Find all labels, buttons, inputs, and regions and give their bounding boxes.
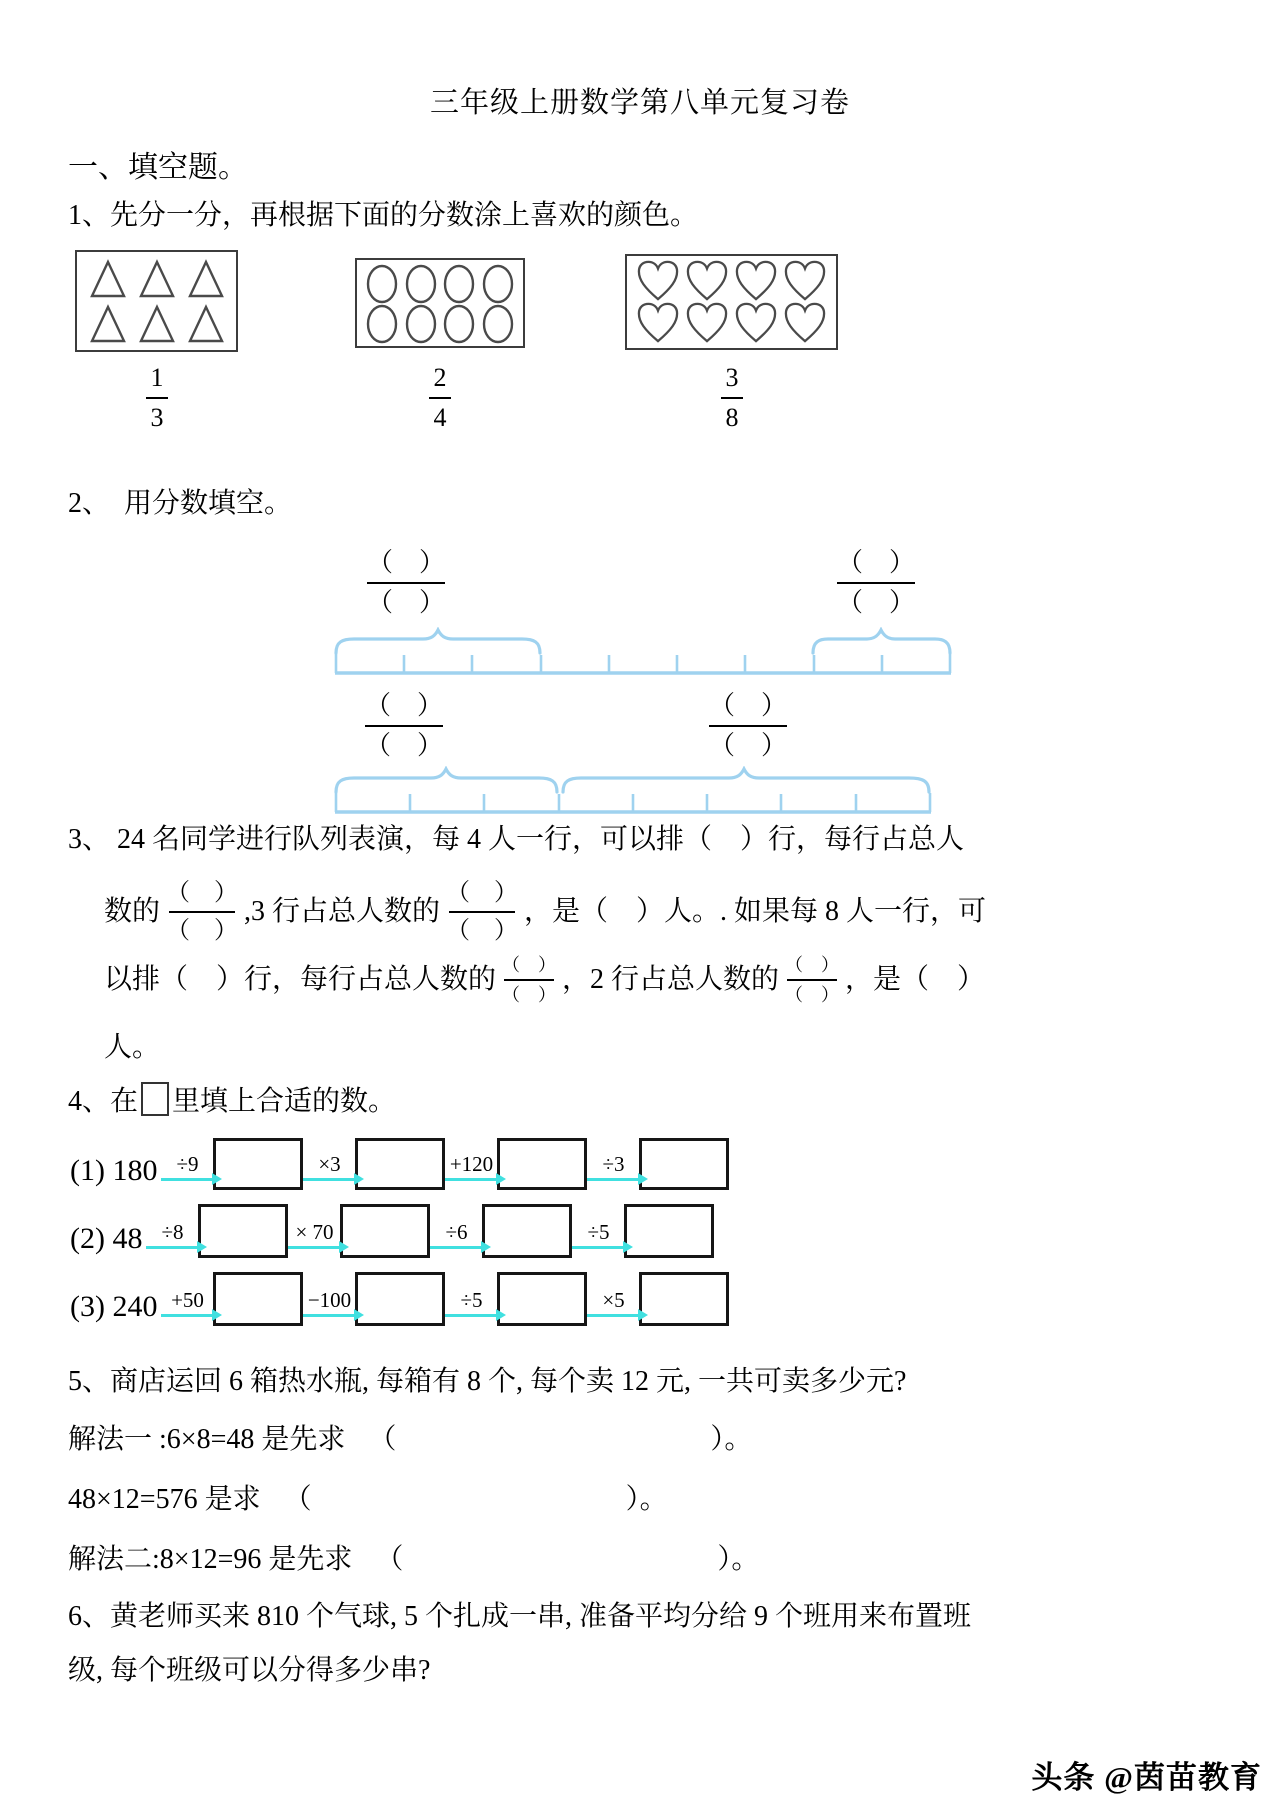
answer-box[interactable] [213,1138,303,1190]
answer-box[interactable] [639,1272,729,1326]
denominator-blank[interactable]: （ ） [364,731,443,760]
solution-text: 解法二:8×12=96 是先求 [68,1544,353,1575]
fraction-blank[interactable] [361,688,447,764]
operator-label: +120 [449,1152,494,1176]
answer-box[interactable] [355,1272,445,1326]
heart-icon [685,302,729,344]
arrow-right-icon [161,1314,213,1317]
shape-box-triangles [75,250,238,352]
denominator-blank[interactable]: （ ） [836,588,915,617]
numerator-blank[interactable]: （ ） [166,880,239,906]
arrow-right-icon [146,1246,198,1249]
triangle-icon [187,304,225,344]
fraction-bar [721,397,743,399]
q5-step2-line [68,1482,668,1518]
fraction-blank[interactable] [363,545,449,621]
flow-step [445,1153,497,1190]
answer-box[interactable] [639,1138,729,1190]
flow-step [161,1289,213,1326]
denominator-blank[interactable]: （ ） [366,588,445,617]
arrow-right-icon [587,1314,639,1317]
triangle-icon [89,304,127,344]
circle-icon [404,264,438,304]
numerator-blank[interactable]: （ ） [502,955,557,975]
denominator-blank[interactable]: （ ） [446,918,519,944]
flow-step [146,1221,198,1258]
fraction-bar [146,397,168,399]
q3-line1: 3、 24 名同学进行队列表演，每 4 人一行，可以排（ ）行，每行占总人 [68,824,965,855]
heart-icon [734,260,778,302]
arrow-right-icon [572,1246,624,1249]
operator-label: +50 [171,1288,204,1312]
answer-box[interactable] [355,1138,445,1190]
q4-prompt-text: 里填上合适的数。 [172,1086,397,1117]
q3-line3-text: 以排（ ）行，每行占总人数的 [104,964,497,995]
numerator-blank[interactable]: （ ） [366,548,445,577]
fraction-denominator: 3 [150,403,164,432]
shape-box-hearts [625,254,838,350]
triangle-icon [89,259,127,299]
answer-box[interactable] [340,1204,430,1258]
numerator-blank[interactable]: （ ） [446,880,519,906]
denominator-blank[interactable]: （ ） [708,731,787,760]
numerator-blank[interactable]: （ ） [364,691,443,720]
answer-box[interactable] [624,1204,714,1258]
open-paren: （ [375,1544,404,1575]
page-title: 三年级上册数学第八单元复习卷 [429,87,850,119]
q3-line2-text: ,3 行占总人数的 [244,896,441,927]
q3-line2-text: 数的 [104,896,161,927]
fraction-label [135,362,179,434]
number-line-ruler [333,627,953,677]
q3-line4: 人。 [104,1032,161,1063]
q4-prompt [68,1082,396,1120]
brace-left [336,769,557,792]
fraction-numerator: 1 [150,363,164,392]
flow-row-2 [70,1204,714,1258]
flow-step [288,1221,340,1258]
inline-fraction-blank[interactable] [502,952,556,1008]
operator-label: ×3 [318,1152,341,1176]
close-paren: ）。 [710,1424,753,1455]
fraction-bar [837,582,915,584]
operator-label: × 70 [295,1220,334,1244]
triangle-icon [138,304,176,344]
operator-label: ×5 [602,1288,625,1312]
circle-icon [404,304,438,344]
section-heading: 一、填空题。 [68,151,248,184]
flow-row-1 [70,1138,729,1190]
arrow-right-icon [288,1246,340,1249]
arrow-right-icon [445,1314,497,1317]
q4-prompt-text: 4、在 [68,1086,139,1117]
triangle-icon [138,259,176,299]
numerator-blank[interactable]: （ ） [836,548,915,577]
heart-icon [685,260,729,302]
flow-step [303,1153,355,1190]
circle-icon [365,304,399,344]
q5-prompt: 5、商店运回 6 箱热水瓶, 每箱有 8 个, 每个卖 12 元, 一共可卖多少元? [68,1366,907,1397]
circle-icon [481,304,515,344]
denominator-blank[interactable]: （ ） [785,985,840,1005]
numerator-blank[interactable]: （ ） [708,691,787,720]
fraction-bar [504,979,554,981]
inline-fraction-blank[interactable] [785,952,839,1008]
brace-right [563,769,929,792]
arrow-right-icon [587,1178,639,1181]
arrow-right-icon [445,1178,497,1181]
arrow-right-icon [303,1314,355,1317]
fraction-bar [787,979,837,981]
flow-step [303,1289,355,1326]
fill-box-glyph [141,1082,169,1116]
flow-start-value: (3) 240 [70,1290,158,1323]
denominator-blank[interactable]: （ ） [166,918,239,944]
fraction-bar [449,911,515,913]
flow-step [587,1289,639,1326]
operator-label: −100 [307,1288,352,1312]
flow-start-value: (1) 180 [70,1154,158,1187]
q3-line3-text: ，2 行占总人数的 [562,964,780,995]
flow-row-3 [70,1272,729,1326]
heart-icon [783,302,827,344]
numerator-blank[interactable]: （ ） [785,955,840,975]
q6-line2: 级, 每个班级可以分得多少串? [68,1655,431,1686]
answer-box[interactable] [198,1204,288,1258]
heart-icon [636,260,680,302]
fraction-bar [169,911,235,913]
answer-box[interactable] [497,1138,587,1190]
number-line-ruler [333,766,933,816]
close-paren: ）。 [717,1544,760,1575]
solution-text: 解法一 :6×8=48 是先求 [68,1424,346,1455]
flow-step [430,1221,482,1258]
q5-solution1-line [68,1422,752,1458]
q1-prompt: 1、先分一分，再根据下面的分数涂上喜欢的颜色。 [68,200,699,231]
q6-line1: 6、黄老师买来 810 个气球, 5 个扎成一串, 准备平均分给 9 个班用来布置班 [68,1601,972,1632]
fraction-denominator: 4 [433,403,447,432]
q3-line3 [104,938,985,1022]
shape-box-circles [355,258,525,348]
q2-prompt: 2、 用分数填空。 [68,488,293,519]
q3-line2-text: ，是（ ）人。. 如果每 8 人一行，可 [524,896,987,927]
operator-label: ÷6 [445,1220,468,1244]
circle-icon [481,264,515,304]
operator-label: ÷5 [587,1220,610,1244]
circle-icon [442,304,476,344]
operator-label: ÷5 [460,1288,483,1312]
flow-step [161,1153,213,1190]
watermark: 头条 @茵苗教育 [1031,1760,1262,1795]
brace-right [813,630,950,653]
circle-icon [442,264,476,304]
circle-icon [365,264,399,304]
heart-icon [636,302,680,344]
q5-solution2-line [68,1542,759,1578]
heart-icon [734,302,778,344]
fraction-bar [709,725,787,727]
fraction-blank[interactable] [833,545,919,621]
q3-line3-text: ，是（ ） [845,964,986,995]
answer-box[interactable] [213,1272,303,1326]
close-paren: ）。 [625,1484,668,1515]
operator-label: ÷3 [602,1152,625,1176]
fraction-denominator: 8 [725,403,739,432]
flow-step [572,1221,624,1258]
fraction-bar [429,397,451,399]
flow-start-value: (2) 48 [70,1222,143,1255]
flow-step [445,1289,497,1326]
flow-step [587,1153,639,1190]
answer-box[interactable] [497,1272,587,1326]
arrow-right-icon [430,1246,482,1249]
arrow-right-icon [303,1178,355,1181]
fraction-blank[interactable] [705,688,791,764]
fraction-numerator: 3 [725,363,739,392]
open-paren: （ [368,1424,397,1455]
answer-box[interactable] [482,1204,572,1258]
fraction-bar [367,582,445,584]
brace-left [336,630,540,653]
operator-label: ÷8 [161,1220,184,1244]
open-paren: （ [283,1484,312,1515]
fraction-bar [365,725,443,727]
heart-icon [783,260,827,302]
solution-text: 48×12=576 是求 [68,1484,261,1515]
fraction-numerator: 2 [433,363,447,392]
fraction-label [418,362,462,434]
denominator-blank[interactable]: （ ） [502,985,557,1005]
triangle-icon [187,259,225,299]
operator-label: ÷9 [176,1152,199,1176]
arrow-right-icon [161,1178,213,1181]
fraction-label [710,362,754,434]
